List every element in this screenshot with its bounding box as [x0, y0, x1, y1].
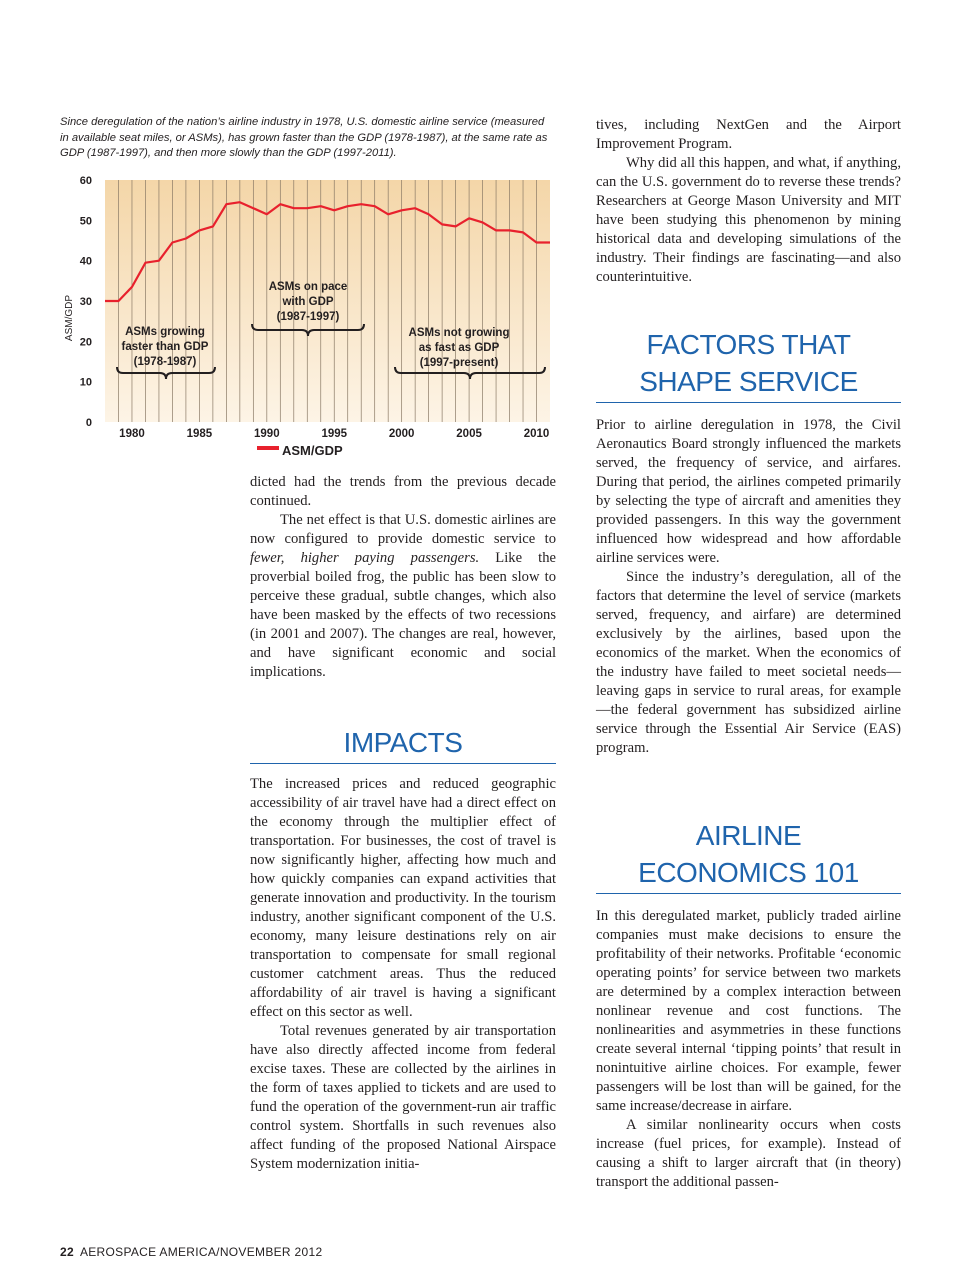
- paragraph: tives, including NextGen and the Airport Improvement Program.: [596, 117, 901, 152]
- chart-annotation: (1978-1987): [133, 356, 197, 368]
- publication-name: AEROSPACE AMERICA/NOVEMBER 2012: [79, 1245, 323, 1259]
- y-tick-label: 40: [79, 255, 92, 268]
- chart-annotation: with GDP: [282, 296, 334, 308]
- text-run: The net effect is that U.S. domestic airlines are now configured to provide domestic service to: [250, 512, 556, 547]
- paragraph: [250, 511, 556, 682]
- y-tick-label: 20: [79, 336, 92, 349]
- paragraph: dicted had the trends from the previous decade continued.: [250, 474, 556, 509]
- heading-factors-that-shape-service: [596, 326, 901, 403]
- y-tick-label: 0: [85, 417, 92, 429]
- paragraph: In this deregulated market, publicly traded airline companies must make decisions to ensure the profitability of their networks. Profitable ‘economic operating points’ for service between two markets are determined by a complex interaction between nonlinear revenue and cost functions. The nonlinearities and asymmetries in these functions create several internal ‘tipping points’ that result in nonintuitive airline choices. For example, fewer passengers will be lost than will be gained, for the same increase/decrease in airfare.: [596, 908, 901, 1114]
- emphasis-text: fewer, higher paying passengers.: [250, 550, 480, 566]
- chart-svg: [55, 172, 575, 472]
- right-column-bottom-text: [596, 907, 901, 1192]
- right-column-top-text: [596, 116, 901, 287]
- paragraph: A similar nonlinearity occurs when costs increase (fuel prices, for example). Instead of causing a shift to larger aircraft that (in theory) transport the additional passen-: [596, 1117, 901, 1190]
- chart-annotation: ASMs growing: [125, 326, 205, 338]
- y-tick-label: 60: [79, 175, 92, 187]
- y-tick-label: 30: [79, 296, 92, 308]
- page-footer: [60, 1245, 322, 1259]
- mid-column-bottom-text: [250, 775, 556, 1174]
- y-tick-label: 10: [79, 376, 92, 389]
- x-tick-label: 1990: [254, 428, 280, 440]
- mid-column-top-text: [250, 473, 556, 682]
- x-tick-label: 1980: [119, 428, 145, 440]
- heading-impacts: IMPACTS: [250, 724, 556, 764]
- paragraph: Prior to airline deregulation in 1978, the Civil Aeronautics Board strongly influenced the markets served, the frequency of service, and airfares. During that period, the airlines competed primarily by selecting the type of aircraft and amenities they provided passengers. In this way the government influenced how widespread and how affordable airline services were.: [596, 417, 901, 566]
- heading-line: AIRLINE: [695, 820, 802, 851]
- paragraph: Why did all this happen, and what, if anything, can the U.S. government do to reverse these trends? Researchers at George Mason University and MIT have been studying this phenomenon by mining historical data and developing simulations of the industry. Their findings are fascinating—and also counterintuitive.: [596, 155, 901, 285]
- y-axis-label: ASM/GDP: [64, 294, 75, 342]
- x-tick-label: 1995: [321, 428, 348, 440]
- heading-line: FACTORS THAT: [646, 329, 851, 360]
- paragraph: Since the industry’s deregulation, all of the factors that determine the level of service (markets served, frequency, and airfare) are determined exclusively by the airlines, based upon the economics of the market. When the economics of the industry have failed to meet societal needs—leaving gaps in service to rural areas, for example—the federal government has subsidized airline service through the Essential Air Service (EAS) program.: [596, 569, 901, 756]
- chart-annotation: ASMs not growing: [408, 327, 510, 339]
- heading-line: ECONOMICS 101: [638, 857, 859, 888]
- chart-annotation: (1997-present): [419, 357, 499, 369]
- x-tick-label: 2005: [456, 428, 482, 440]
- y-tick-label: 50: [79, 215, 92, 228]
- x-tick-label: 1985: [186, 428, 213, 440]
- legend-swatch: [257, 446, 279, 450]
- heading-airline-economics-101: [596, 817, 901, 894]
- asm-gdp-chart: [55, 172, 575, 472]
- heading-line: SHAPE SERVICE: [639, 366, 858, 397]
- chart-annotation: faster than GDP: [121, 341, 209, 353]
- legend-label: ASM/GDP: [282, 443, 343, 458]
- page-number: 22: [60, 1245, 74, 1259]
- right-column-mid-text: [596, 416, 901, 758]
- paragraph: Total revenues generated by air transportation have also directly affected income from federal excise taxes. These are collected by the airlines in the form of taxes applied to tickets and are used to fund the operation of the government-run air traffic control system. Shortfalls in such revenues also affect funding of the proposed National Airspace System modernization initia-: [250, 1023, 556, 1172]
- paragraph: The increased prices and reduced geographic accessibility of air travel have had a direct effect on the economy through the multiplier effect of transportation. For businesses, the cost of travel is now significantly higher, affecting how much and how quickly companies can expand activities that generate innovation and productivity. In the tourism industry, another significant component of the U.S. economy, many leisure destinations rely on air transportation to compensate for small regional customer catchment areas. Thus the reduced affordability of air travel is having a significant effect on this sector as well.: [250, 776, 556, 1020]
- chart-annotation: (1987-1997): [276, 311, 340, 323]
- chart-annotation: as fast as GDP: [418, 342, 500, 354]
- figure-caption: Since deregulation of the nation’s airline industry in 1978, U.S. domestic airline service (measured in available seat miles, or ASMs), has grown faster than the GDP (1978-1987), at the same rate as GDP (1987-1997), and then more slowly than the GDP (1997-2011).: [60, 116, 548, 159]
- text-run: Like the proverbial boiled frog, the public has been slow to perceive these gradual, subtle changes, which also have been masked by the effects of two recessions (in 2001 and 2007). The changes are real, however, and have significant economic and social implications.: [250, 550, 556, 680]
- x-tick-label: 2010: [523, 428, 550, 440]
- x-tick-label: 2000: [388, 428, 415, 440]
- chart-annotation: ASMs on pace: [268, 281, 348, 293]
